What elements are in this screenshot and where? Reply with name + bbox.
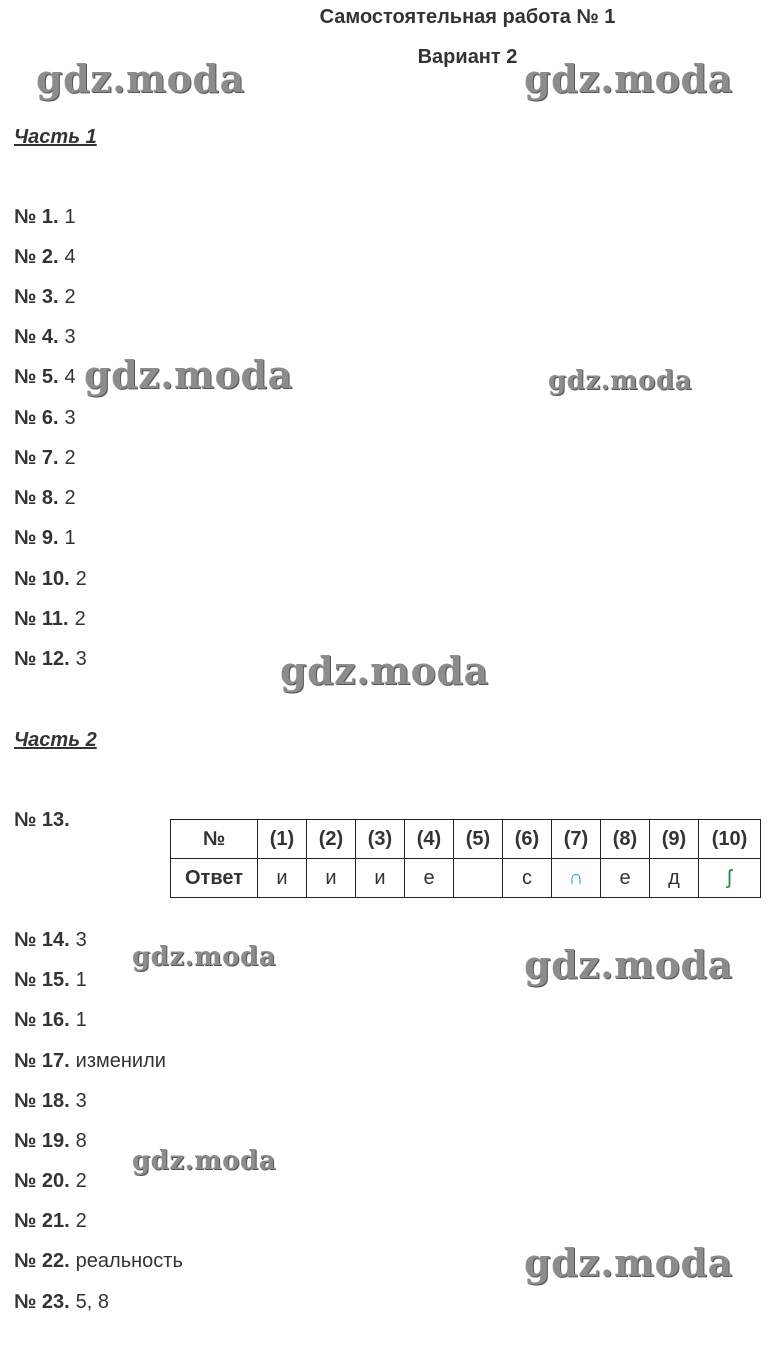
part2-heading: Часть 2: [14, 729, 97, 751]
answer-number: № 19.: [14, 1130, 70, 1152]
table-cell: и: [307, 859, 356, 898]
answer-16: [14, 1009, 87, 1032]
table-header-cell: (9): [650, 820, 699, 859]
table-row: [171, 859, 761, 898]
answer-value: 2: [75, 568, 87, 590]
answer-value: 2: [75, 1170, 87, 1192]
answer-value: 3: [75, 1090, 87, 1112]
answer-value: 2: [64, 286, 76, 308]
watermark: gdz.moda: [132, 942, 277, 972]
page-title: Самостоятельная работа № 1: [319, 6, 616, 28]
answer-number: № 22.: [14, 1250, 70, 1272]
answer-value: изменили: [75, 1050, 166, 1072]
table-header-cell: (10): [699, 820, 761, 859]
answer-number: № 16.: [14, 1009, 70, 1031]
answer-number: № 20.: [14, 1170, 70, 1192]
answer-number: № 8.: [14, 487, 59, 509]
table-header-cell: (2): [307, 820, 356, 859]
answer-22: [14, 1250, 183, 1273]
answer-value: 3: [75, 648, 87, 670]
answer-1: [14, 206, 76, 229]
answer-number: № 4.: [14, 326, 59, 348]
answer-value: реальность: [75, 1250, 183, 1272]
table-cell: ∩: [552, 859, 601, 898]
table-cell: с: [503, 859, 552, 898]
answer-value: 2: [64, 487, 76, 509]
part1-heading: Часть 1: [14, 126, 97, 148]
answer-number: № 11.: [14, 608, 69, 630]
answer-18: [14, 1090, 87, 1113]
answer-number: № 2.: [14, 246, 59, 268]
watermark: gdz.moda: [36, 56, 245, 101]
table-header-cell: №: [171, 820, 258, 859]
answer-12: [14, 648, 87, 671]
answer-8: [14, 487, 76, 510]
answer-13: [14, 809, 70, 832]
answer-11: [14, 608, 86, 631]
answer-value: 1: [64, 206, 76, 228]
table-cell: е: [601, 859, 650, 898]
answer-17: [14, 1050, 166, 1073]
watermark: gdz.moda: [524, 1240, 733, 1285]
watermark: gdz.moda: [280, 648, 489, 693]
table-cell: и: [258, 859, 307, 898]
watermark: gdz.moda: [524, 56, 733, 101]
answer-value: 2: [74, 608, 86, 630]
answer-value: 8: [75, 1130, 87, 1152]
answer-number: № 3.: [14, 286, 59, 308]
answer-value: 3: [75, 929, 87, 951]
answer-value: 1: [75, 969, 87, 991]
answer-23: [14, 1291, 109, 1314]
answer-value: 2: [64, 447, 76, 469]
answer-7: [14, 447, 76, 470]
answer-value: 3: [64, 326, 76, 348]
answer-2: [14, 246, 76, 269]
answer-number: № 5.: [14, 366, 59, 388]
variant-title: Вариант 2: [417, 46, 518, 68]
answer-value: 4: [64, 366, 76, 388]
table-header-row: [171, 820, 761, 859]
table-header-cell: (6): [503, 820, 552, 859]
answer-value: 4: [64, 246, 76, 268]
answer-value: 1: [75, 1009, 87, 1031]
answer-value: 3: [64, 407, 76, 429]
answer-number: № 6.: [14, 407, 59, 429]
answer-value: 5, 8: [75, 1291, 110, 1313]
answer-19: [14, 1130, 87, 1153]
table-header-cell: (7): [552, 820, 601, 859]
table-cell: ʃ: [699, 859, 761, 898]
answer-number: № 10.: [14, 568, 70, 590]
answer-6: [14, 407, 76, 430]
table-row-label: Ответ: [171, 859, 258, 898]
answer-4: [14, 326, 76, 349]
watermark: gdz.moda: [524, 942, 733, 987]
table-header-cell: (5): [454, 820, 503, 859]
answer-number: № 7.: [14, 447, 59, 469]
answer-15: [14, 969, 87, 992]
answer-number: № 21.: [14, 1210, 70, 1232]
answer-14: [14, 929, 87, 952]
table-header-cell: (3): [356, 820, 405, 859]
answer-20: [14, 1170, 87, 1193]
answer-number: № 23.: [14, 1291, 70, 1313]
answer-5: [14, 366, 76, 389]
answer-10: [14, 568, 87, 591]
table-header-cell: (4): [405, 820, 454, 859]
answer-number: № 12.: [14, 648, 70, 670]
answer-9: [14, 527, 76, 550]
answer-number: № 14.: [14, 929, 70, 951]
answer-number: № 17.: [14, 1050, 70, 1072]
watermark: gdz.moda: [84, 352, 293, 397]
answer-number: № 15.: [14, 969, 70, 991]
watermark: gdz.moda: [132, 1146, 277, 1176]
answer-number: № 1.: [14, 206, 59, 228]
table-cell: и: [356, 859, 405, 898]
table-header-cell: (1): [258, 820, 307, 859]
answer-number: № 18.: [14, 1090, 70, 1112]
answer-number: № 13.: [14, 809, 70, 831]
table-cell: [454, 859, 503, 898]
answer-13-table: [170, 819, 761, 898]
table-cell: д: [650, 859, 699, 898]
answer-number: № 9.: [14, 527, 59, 549]
table-cell: е: [405, 859, 454, 898]
watermark: gdz.moda: [548, 366, 693, 396]
answer-3: [14, 286, 76, 309]
answer-value: 2: [75, 1210, 87, 1232]
table-header-cell: (8): [601, 820, 650, 859]
answer-21: [14, 1210, 87, 1233]
answer-value: 1: [64, 527, 76, 549]
